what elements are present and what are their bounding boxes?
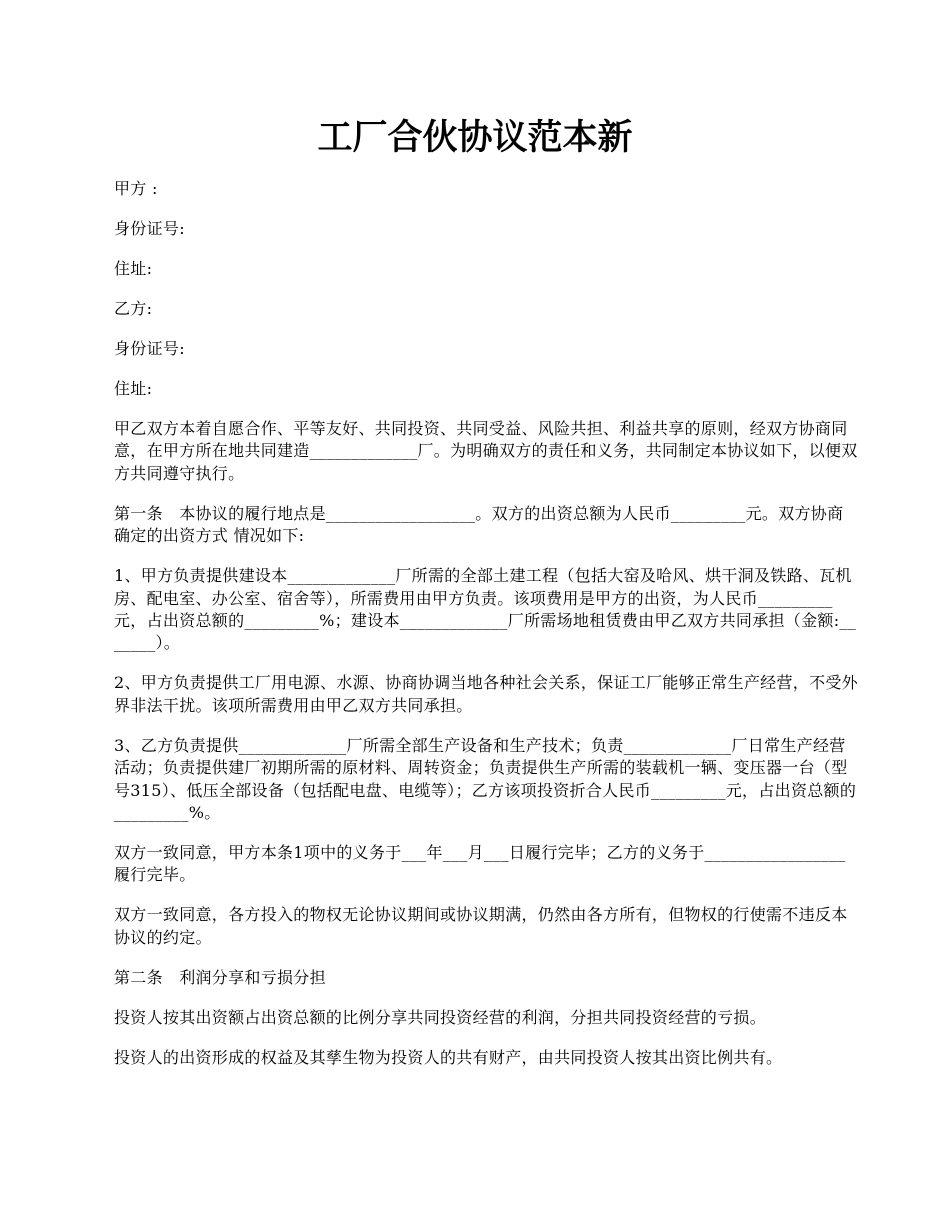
- article-1-item-3: 3、乙方负责提供_____________厂所需全部生产设备和生产技术；负责_____________厂日常生产经营活动；负责提供建厂初期所需的原材料、周转资金；负责提供生产所需的装载机一辆、变压器一台（型号315）、低压全部设备（包括配电盘、电缆等）；乙方该项投资折合人民币_________元，占出资总额的_________%。: [114, 735, 857, 823]
- property-rights-paragraph: 双方一致同意，各方投入的物权无论协议期间或协议期满，仍然由各方所有，但物权的行使需不违反本协议的约定。: [114, 905, 848, 947]
- article-2-heading: 第二条 利润分享和亏损分担: [114, 967, 326, 987]
- party-a-label: 甲方 :: [114, 179, 158, 198]
- obligation-deadline-paragraph: 双方一致同意，甲方本条1项中的义务于___年___月___日履行完毕；乙方的义务于_________________履行完毕。: [114, 843, 846, 885]
- party-b-address-label: 住址:: [114, 379, 153, 398]
- party-b-label: 乙方:: [114, 299, 153, 318]
- common-property-paragraph: 投资人的出资形成的权益及其孳生物为投资人的共有财产，由共同投资人按其出资比例共有。: [114, 1047, 783, 1067]
- party-b-id-label: 身份证号:: [114, 339, 185, 358]
- document-body: [114, 178, 859, 1087]
- article-1-item-1: 1、甲方负责提供建设本_____________厂所需的全部土建工程（包括大窑及哈风、烘干洞及铁路、瓦机房、配电室、办公室、宿舍等），所需费用由甲方负责。该项费用是甲方的出资，为人民币_________元，占出资总额的_________%；建设本_____________厂所需场地租赁费由甲乙双方共同承担（金额:_______）。: [114, 566, 856, 653]
- preamble-paragraph: 甲乙双方本着自愿合作、平等友好、共同投资、共同受益、风险共担、利益共享的原则，经双方协商同意，在甲方所在地共同建造_____________厂。为明确双方的责任和义务，共同制定本协议如下，以便双方共同遵守执行。: [114, 419, 858, 483]
- profit-sharing-paragraph: 投资人按其出资额占出资总额的比例分享共同投资经营的利润，分担共同投资经营的亏损。: [114, 1007, 767, 1027]
- article-1-paragraph: 第一条 本协议的履行地点是__________________。双方的出资总额为人民币_________元。双方协商确定的出资方式 情况如下:: [114, 503, 844, 546]
- article-1-item-2: 2、甲方负责提供工厂用电源、水源、协商协调当地各种社会关系，保证工厂能够正常生产经营，不受外界非法干扰。该项所需费用由甲乙双方共同承担。: [114, 673, 858, 715]
- party-a-id-label: 身份证号:: [114, 219, 185, 238]
- party-a-address-label: 住址:: [114, 259, 153, 278]
- document-title: 工厂合伙协议范本新: [317, 117, 633, 158]
